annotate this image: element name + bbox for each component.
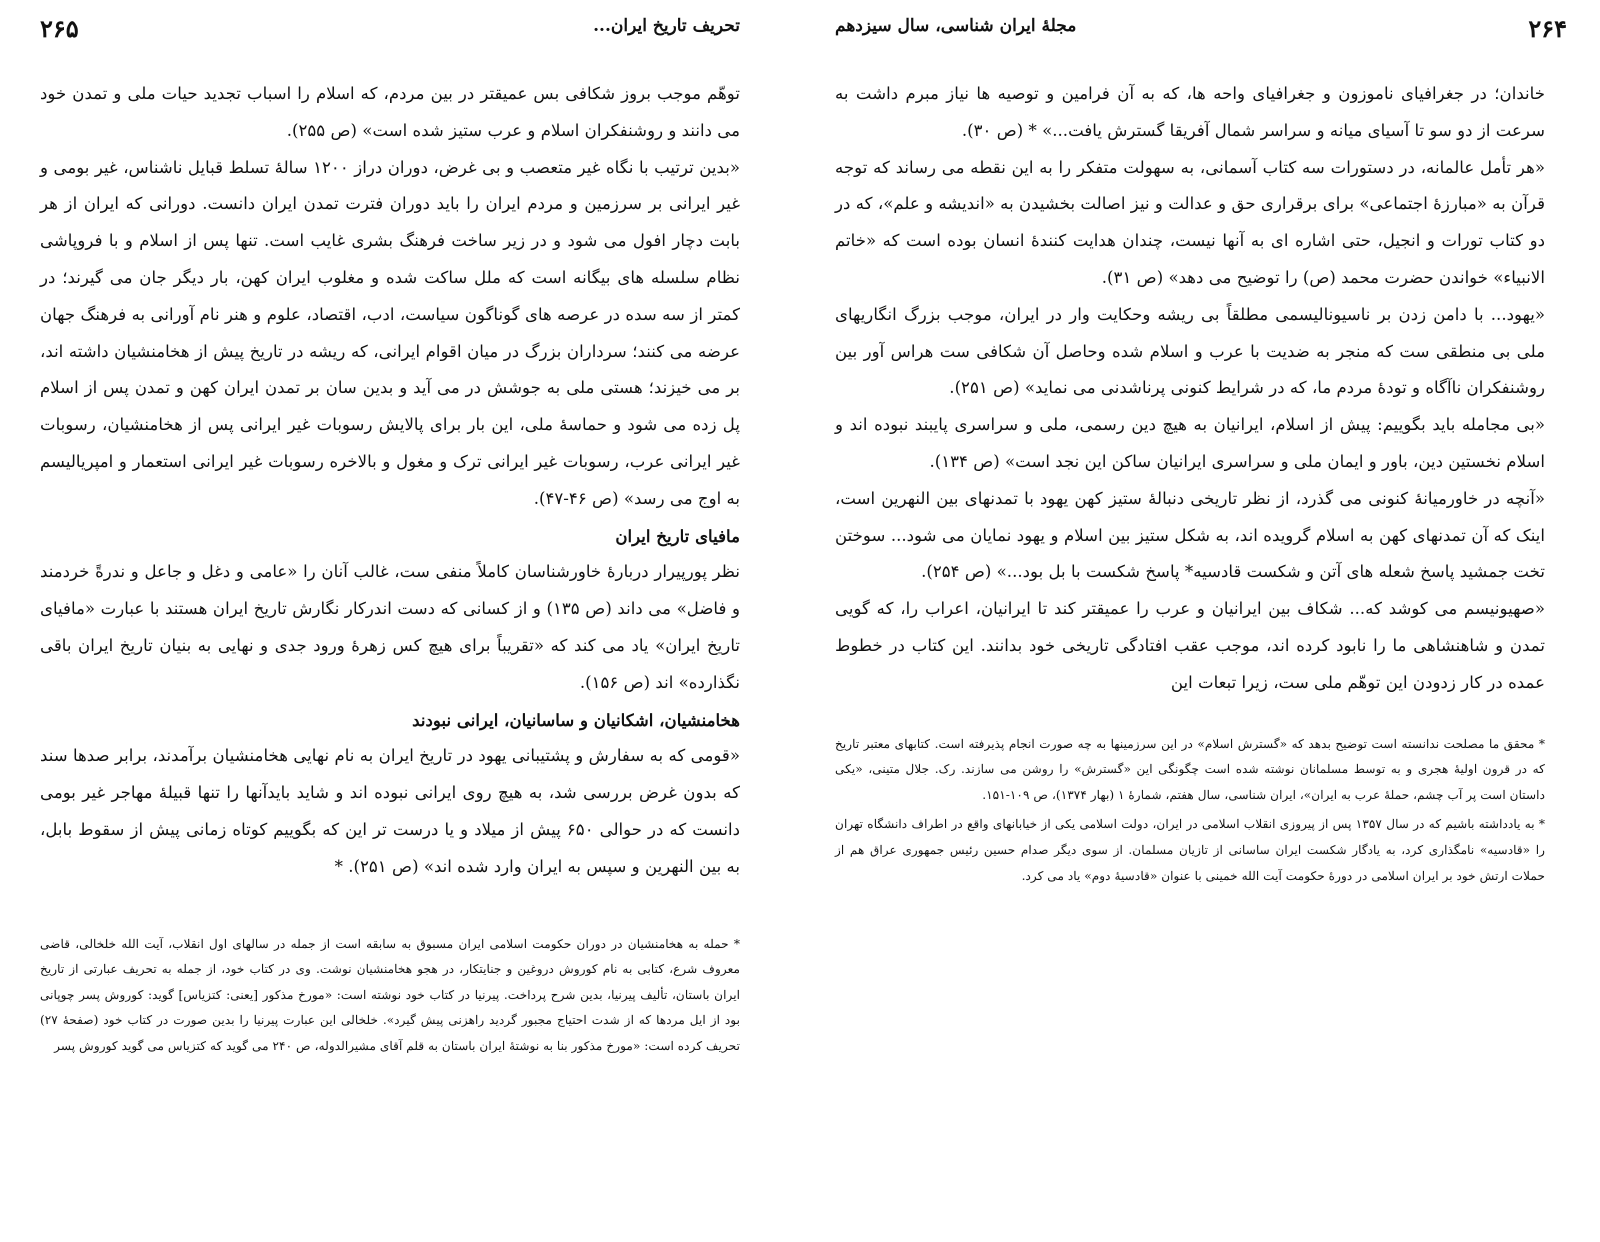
page-264 — [835, 0, 1567, 1242]
paragraph: «یهود... با دامن زدن بر ناسیونالیسمی مطلقاً بی ریشه وحکایت وار در ایران، موجب بزرگ انگاریهای ملی بی منطقی ست که منجر به ضدیت با عرب و اسلام شده وحاصل آن شکافی ست هراس آور بین روشنفکران ناآگاه و تودهٔ مردم ما، که در شرایط کنونی پرناشدنی می نماید» (ص ۲۵۱). — [835, 304, 1545, 398]
page-header — [40, 14, 740, 58]
paragraph: «هر تأمل عالمانه، در دستورات سه کتاب آسمانی، به سهولت متفکر را به این نقطه می رساند که توجه قرآن به «مبارزهٔ اجتماعی» برای برقراری حق و عدالت و نیز اصالت بخشیدن به «اندیشه و علم»، که در دو کتاب تورات و انجیل، حتی اشاره ای به آنها نیست، چندان هدایت کنندهٔ انسان بوده است که «خاتم الانبیاء» خواندن حضرت محمد (ص) را توضیح می دهد» (ص ۳۱). — [835, 157, 1545, 287]
footnote: * حمله به هخامنشیان در دوران حکومت اسلامی ایران مسبوق به سابقه است از جمله در سالهای اول انقلاب، آیت الله خلخالی، قاضی معروف شرع، کتابی به نام کوروش دروغین و جنایتکار، در هجو هخامنشیان نوشت. وی در کتاب خود، از جمله به تحریف عبارتی از تاریخ ایران باستان، تألیف پیرنیا، بدین شرح پرداخت. پیرنیا در کتاب خود نوشته است: «مورخ مذکور [یعنی: کتزیاس] گوید: کوروش پسر چوپانی بود از ایل مردها که از شدت احتیاج مجبور گردید راهزنی پیش گیرد». خلخالی این عبارت پیرنیا را بدین صورت در کتاب خود (صفحهٔ ۲۷) تحریف کرده است: «مورخ مذکور بنا به نوشتهٔ ایران باستان به قلم آقای مشیرالدوله، ص ۲۴۰ می گوید که کتزیاس می گوید کوروش پسر — [40, 936, 740, 1053]
paragraph: «آنچه در خاورمیانهٔ کنونی می گذرد، از نظر تاریخی دنبالهٔ ستیز کهن یهود با تمدنهای بین النهرین است، اینک که آن تمدنهای کهن به اسلام گرویده اند، به شکل ستیز بین اسلام و یهود نمایان می شود... سوختن تخت جمشید پاسخ شعله های آتن و شکست قادسیه* پاسخ شکست با بل بود...» (ص ۲۵۴). — [835, 488, 1545, 582]
paragraph: «بدین ترتیب با نگاه غیر متعصب و بی غرض، دوران دراز ۱۲۰۰ سالهٔ تسلط قبایل ناشناس، غیر بومی و غیر ایرانی بر سرزمین و مردم ایران را باید دوران فترت تمدن ایران دانست. دورانی که ایران از هر بابت دچار افول می شود و در زیر ساخت فرهنگ بشری غایب است. تنها پس از اسلام و با فروپاشی نظام سلسله های بیگانه است که ملل ساکت شده و مغلوب ایران کهن، بار دیگر جان می گیرند؛ در کمتر از سه سده در عرصه های گوناگون سیاست، ادب، اقتصاد، علوم و هنر نام آورانی به فرهنگ جهان عرضه می کنند؛ سرداران بزرگ در میان اقوام ایرانی، که ریشه در تاریخ پیش از هخامنشیان داشته اند، بر می خیزند؛ هستی ملی به جوشش در می آید و بدین سان بر تمدن ایران کهن و تمدن پس از اسلام پل زده می شود و حماسهٔ ملی، این بار برای پالایش رسوبات غیر ایرانی پس از هخامنشیان، رسوبات غیر ایرانی عرب، رسوبات غیر ایرانی ترک و مغول و بالاخره رسوبات غیر ایرانی استعمار و امپریالیسم به اوج می رسد» (ص ۴۶-۴۷). — [40, 157, 741, 508]
paragraph: «صهیونیسم می کوشد که... شکاف بین ایرانیان و عرب را عمیقتر کند تا ایرانیان، اعراب را، که گویی تمدن و شاهنشاهی ما را نابود کرده اند، موجب عقب افتادگی تاریخی خود بدانند. این کتاب در خطوط عمده در کار زدودن این توهّم ملی ست، زیرا تبعات این — [835, 599, 1545, 692]
paragraph: خاندان؛ در جغرافیای ناموزون و جغرافیای واحه ها، که به آن فرامین و توصیه ها نیاز مبرم داشت به سرعت از دو سو تا آسیای میانه و سراسر شمال آفریقا گسترش یافت...» * (ص ۳۰). — [835, 84, 1545, 140]
paragraph: «قومی که به سفارش و پشتیبانی یهود در تاریخ ایران به نام نهایی هخامنشیان برآمدند، برابر صدها سند که بدون غرض بررسی شد، به هیچ روی ایرانی نبوده اند و شاید بایدآنها را تنها قبیلهٔ مهاجر غیر بومی دانست که در حوالی ۶۵۰ پیش از میلاد و یا درست تر این که بگوییم کوتاه زمانی پیش از سقوط بابل، به بین النهرین و سپس به ایران وارد شده اند» (ص ۲۵۱). * — [40, 746, 740, 876]
running-title: مجلهٔ ایران شناسی، سال سیزدهم — [835, 16, 1077, 36]
page-number: ۲۶۴ — [1528, 14, 1567, 43]
body-text — [40, 76, 740, 886]
footnotes — [40, 932, 740, 1060]
footnotes — [835, 732, 1545, 890]
paragraph: توهّم موجب بروز شکافی بس عمیقتر در بین مردم، که اسلام را اسباب تجدید حیات ملی و تمدن خود می دانند و روشنفکران اسلام و عرب ستیز شده است» (ص ۲۵۵). — [40, 84, 740, 140]
body-text — [835, 76, 1545, 702]
paragraph: نظر پورپیرار دربارهٔ خاورشناسان کاملاً منفی ست، غالب آنان را «عامی و دغل و جاعل و ندرةً خردمند و فاضل» می داند (ص ۱۳۵) و از کسانی که دست اندرکار نگارش تاریخ ایران هستند با عبارت «مافیای تاریخ ایران» یاد می کند که «تقریباً برای هیچ کس زهرهٔ ورود جدی و نهایی به بنیان تاریخ ایران باقی نگذارده» اند (ص ۱۵۶). — [40, 562, 740, 692]
page-header — [835, 14, 1567, 58]
section-heading: مافیای تاریخ ایران — [615, 525, 740, 546]
page-265 — [40, 0, 740, 1242]
section-heading: هخامنشیان، اشکانیان و ساسانیان، ایرانی نبودند — [412, 709, 740, 730]
footnote: * محقق ما مصلحت ندانسته است توضیح بدهد که «گسترش اسلام» در این سرزمینها به چه صورت انجام پذیرفته است. کتابهای معتبر تاریخ که در قرون اولیهٔ هجری و به توسط مسلمانان نوشته شده است چگونگی این «گسترش» را روشن می سازند. رک. جلال متینی، «یکی داستان است پر آب چشم، حملهٔ عرب به ایران»، ایران شناسی، سال هفتم، شمارهٔ ۱ (بهار ۱۳۷۴)، ص ۱۰۹-۱۵۱. — [835, 736, 1545, 802]
paragraph: «بی مجامله باید بگوییم: پیش از اسلام، ایرانیان به هیچ دین رسمی، ملی و سراسری پایبند نبوده اند و اسلام نخستین دین، باور و ایمان ملی و سراسری ایرانیان ساکن این نجد است» (ص ۱۳۴). — [835, 415, 1545, 471]
page-number: ۲۶۵ — [40, 14, 79, 43]
running-title: تحریف تاریخ ایران... — [593, 16, 740, 36]
footnote: * به یادداشته باشیم که در سال ۱۳۵۷ پس از پیروزی انقلاب اسلامی در ایران، دولت اسلامی یکی از خیابانهای واقع در اطراف دانشگاه تهران را «قادسیه» نامگذاری کرد، به یادگار شکست ایران ساسانی از تازیان مسلمان. از سوی دیگر صدام حسین رئیس جمهوری عراق هم از حملات ارتش خود بر ایران اسلامی در دورهٔ حکومت آیت الله خمینی با عنوان «قادسیهٔ دوم» یاد می کرد. — [835, 817, 1545, 883]
